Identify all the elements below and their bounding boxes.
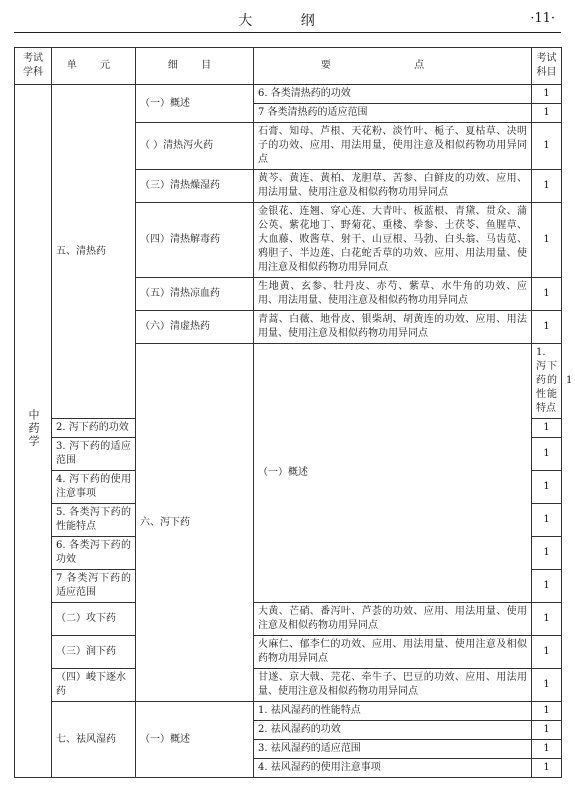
item-cell: （一）概述 (136, 85, 254, 123)
item-cell: （一）概述 (136, 702, 254, 778)
page-number: ·11· (530, 11, 555, 26)
level-cell: 1 (532, 311, 562, 344)
level-cell: 1 (532, 504, 562, 537)
level-cell: 1 (532, 570, 562, 603)
item-cell: （ ）清热泻火药 (136, 123, 254, 170)
point-cell: 6. 各类清热药的功效 (254, 85, 532, 104)
point-cell: 3. 泻下药的适应范围 (52, 438, 136, 471)
point-cell: 生地黄、玄参、牡丹皮、赤芍、紫草、水牛角的功效、应用、用法用量、使用注意及相似药物功用异同点 (254, 278, 532, 311)
point-cell: 4. 祛风湿药的使用注意事项 (254, 759, 532, 778)
unit-cell: 七、祛风湿药 (52, 702, 136, 778)
item-cell: （三）清热燥湿药 (136, 170, 254, 203)
header-level: 考试科目 (532, 48, 562, 85)
point-cell: 7 各类清热药的适应范围 (254, 104, 532, 123)
level-cell: 1 (532, 170, 562, 203)
level-cell: 1 (532, 203, 562, 278)
header-point: 要 点 (254, 48, 532, 85)
table-row (15, 603, 562, 636)
unit-cell: 六、泻下药 (136, 344, 254, 702)
header-rule (14, 32, 561, 33)
point-cell: 青蒿、白薇、地骨皮、银柴胡、胡黄连的功效、应用、用法用量、使用注意及相似药物功用异同点 (254, 311, 532, 344)
item-cell: （二）攻下药 (52, 603, 136, 636)
level-cell: 1 (532, 603, 562, 636)
point-cell: 4. 泻下药的使用注意事项 (52, 471, 136, 504)
level-cell: 1 (532, 123, 562, 170)
item-cell: （五）清热凉血药 (136, 278, 254, 311)
level-cell: 1 (532, 85, 562, 104)
point-cell: 金银花、连翘、穿心莲、大青叶、板蓝根、青黛、贯众、蒲公英、紫花地丁、野菊花、重楼、拳参、土茯苓、鱼腥草、大血藤、败酱草、射干、山豆根、马勃、白头翁、马齿苋、鸦胆子、半边莲、白花蛇舌草的功效、应用、用法用量、使用注意及相似药物功用异同点 (254, 203, 532, 278)
header-subject: 考试学科 (15, 48, 52, 85)
item-cell: （六）清虚热药 (136, 311, 254, 344)
item-cell: （四）峻下逐水药 (52, 669, 136, 702)
subject-cell (15, 85, 52, 778)
level-cell: 1 (532, 278, 562, 311)
table-row (15, 702, 562, 721)
level-cell: 1 (532, 636, 562, 669)
table-row (15, 669, 562, 702)
point-cell: 7 各类泻下药的适应范围 (52, 570, 136, 603)
level-cell: 1 (532, 104, 562, 123)
point-cell: 石膏、知母、芦根、天花粉、淡竹叶、栀子、夏枯草、决明子的功效、应用、用法用量，使用注意及相似药物功用异同点 (254, 123, 532, 170)
point-cell: 5. 各类泻下药的性能特点 (52, 504, 136, 537)
level-cell: 1 (532, 438, 562, 471)
item-cell: （三）润下药 (52, 636, 136, 669)
subject-label: 中药学 (27, 409, 40, 448)
table-row (15, 85, 562, 104)
level-cell: 1 (532, 537, 562, 570)
table-row (15, 636, 562, 669)
point-cell: 甘遂、京大戟、芫花、牵牛子、巴豆的功效、应用、用法用量、使用注意及相似药物功用异同点 (254, 669, 532, 702)
table-header-row (15, 48, 562, 85)
page-title: 大 纲 (238, 13, 337, 29)
point-cell: 2. 祛风湿药的功效 (254, 721, 532, 740)
point-cell: 2. 泻下药的功效 (52, 419, 136, 438)
point-cell: 黄芩、黄连、黄柏、龙胆草、苦参、白鲜皮的功效、应用、用法用量、使用注意及相似药物功用异同点 (254, 170, 532, 203)
point-cell: 1. 泻下药的性能特点 (532, 344, 562, 419)
level-cell: 1 (532, 471, 562, 504)
header-unit: 单 元 (52, 48, 136, 85)
item-cell: （一）概述 (254, 344, 532, 603)
level-cell: 1 (532, 669, 562, 702)
level-cell: 1 (532, 702, 562, 721)
item-cell: （四）清热解毒药 (136, 203, 254, 278)
level-cell: 1 (532, 759, 562, 778)
unit-cell: 五、清热药 (52, 85, 136, 419)
point-cell: 3. 祛风湿药的适应范围 (254, 740, 532, 759)
table-row: 六、泻下药 （一）概述 1. 泻下药的性能特点 1 (15, 344, 562, 419)
point-cell: 6. 各类泻下药的功效 (52, 537, 136, 570)
page-header (14, 10, 561, 30)
point-cell: 火麻仁、郁李仁的功效、应用、用法用量、使用注意及相似药物功用异同点 (254, 636, 532, 669)
point-cell: 1. 祛风湿药的性能特点 (254, 702, 532, 721)
level-cell: 1 (532, 740, 562, 759)
level-cell: 1 (532, 419, 562, 438)
level-cell: 1 (532, 721, 562, 740)
header-item: 细 目 (136, 48, 254, 85)
point-cell: 大黄、芒硝、番泻叶、芦荟的功效、应用、用法用量、使用注意及相似药物功用异同点 (254, 603, 532, 636)
syllabus-table (14, 47, 573, 778)
